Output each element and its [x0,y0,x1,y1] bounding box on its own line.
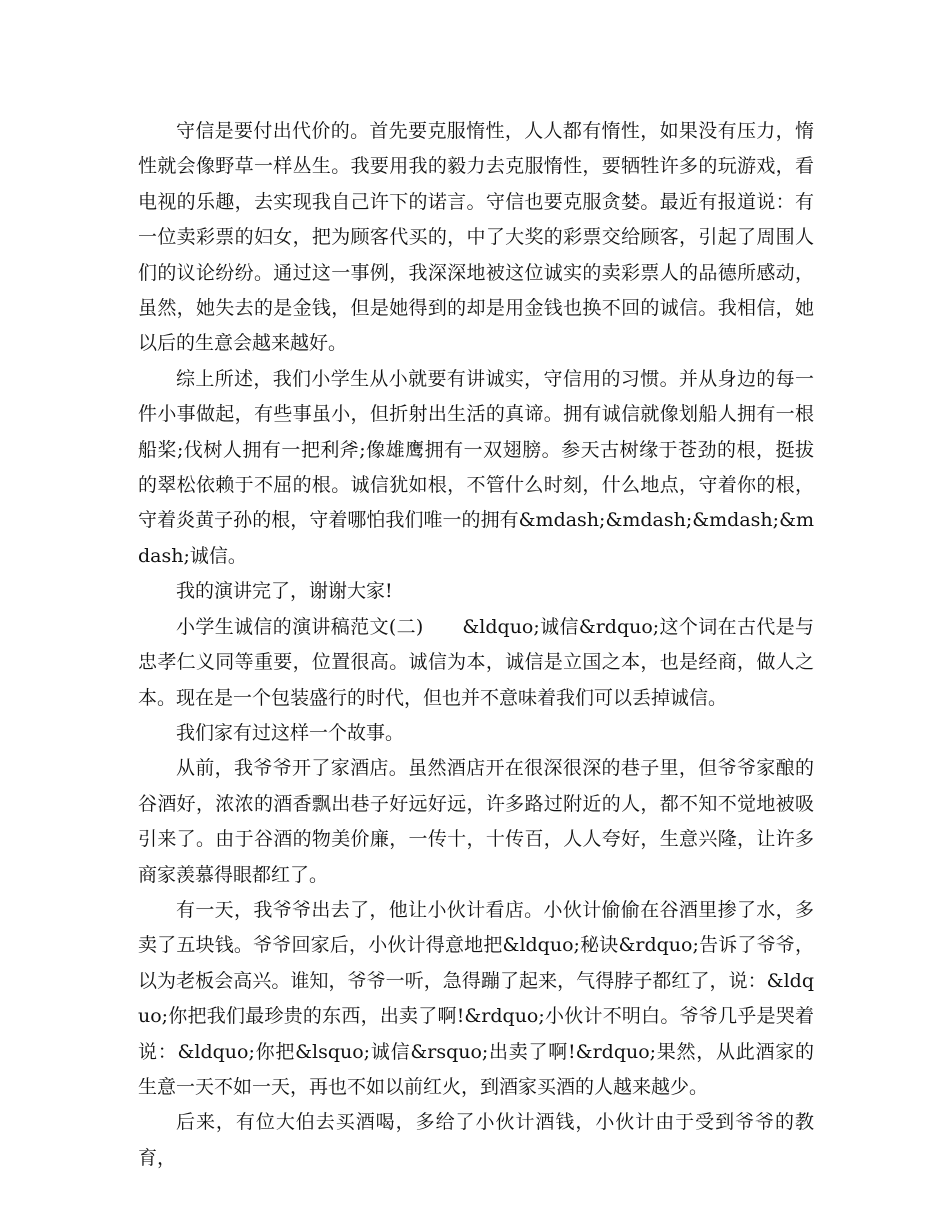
paragraph-keeping-promise-cost: 守信是要付出代价的。首先要克服惰性，人人都有惰性，如果没有压力，惰性就会像野草一样丛生。我要用我的毅力去克服惰性，要牺牲许多的玩游戏，看电视的乐趣，去实现我自己许下的诺言。守信也要克服贪婪。最近有报道说：有一位卖彩票的妇女，把为顾客代买的，中了大奖的彩票交给顾客，引起了周围人们的议论纷纷。通过这一事例，我深深地被这位诚实的卖彩票人的品德所感动，虽然，她失去的是金钱，但是她得到的却是用金钱也换不回的诚信。我相信，她以后的生意会越来越好。 [138,120,814,355]
paragraph-second-speech-intro: 小学生诚信的演讲稿范文(二) &ldquo;诚信&rdquo;这个词在古代是与忠孝仁义同等重要，位置很高。诚信为本，诚信是立国之本，也是经商，做人之本。现在是一个包装盛行的时代，但也并不意味着我们可以丢掉诚信。 [138,615,814,709]
paragraph-watered-wine: 有一天，我爷爷出去了，他让小伙计看店。小伙计偷偷在谷酒里掺了水，多卖了五块钱。爷爷回家后，小伙计得意地把&ldquo;秘诀&rdquo;告诉了爷爷，以为老板会高兴。谁知，爷爷一听，急得蹦了起来，气得脖子都红了，说：&ldquo;你把我们最珍贵的东西，出卖了啊!&rdquo;小伙计不明白。爷爷几乎是哭着说：&ldquo;你把&lsquo;诚信&rsquo;出卖了啊!&rdquo;果然，从此酒家的生意一天不如一天，再也不如以前红火，到酒家买酒的人越来越少。 [138,898,814,1098]
document-body [138,114,814,1176]
paragraph-family-story-intro: 我们家有过这样一个故事。 [176,721,405,744]
paragraph-conclusion: 综上所述，我们小学生从小就要有讲诚实，守信用的习惯。并从身边的每一件小事做起，有些事虽小，但折射出生活的真谛。拥有诚信就像划船人拥有一根船桨;伐树人拥有一把利斧;像雄鹰拥有一双翅膀。参天古树缘于苍劲的根，挺拔的翠松依赖于不屈的根。诚信犹如根，不管什么时刻，什么地点，守着你的根，守着炎黄子孙的根，守着哪怕我们唯一的拥有&mdash;&mdash;&mdash;&mdash;诚信。 [138,367,814,567]
paragraph-thanks: 我的演讲完了，谢谢大家! [176,580,393,603]
paragraph-grandfather-tavern: 从前，我爷爷开了家酒店。虽然酒店开在很深很深的巷子里，但爷爷家酿的谷酒好，浓浓的酒香飘出巷子好远好远，许多路过附近的人，都不知不觉地被吸引来了。由于谷酒的物美价廉，一传十，十传百，人人夸好，生意兴隆，让许多商家羡慕得眼都红了。 [138,757,814,886]
paragraph-later-story: 后来，有位大伯去买酒喝，多给了小伙计酒钱，小伙计由于受到爷爷的教育， [138,1111,814,1169]
